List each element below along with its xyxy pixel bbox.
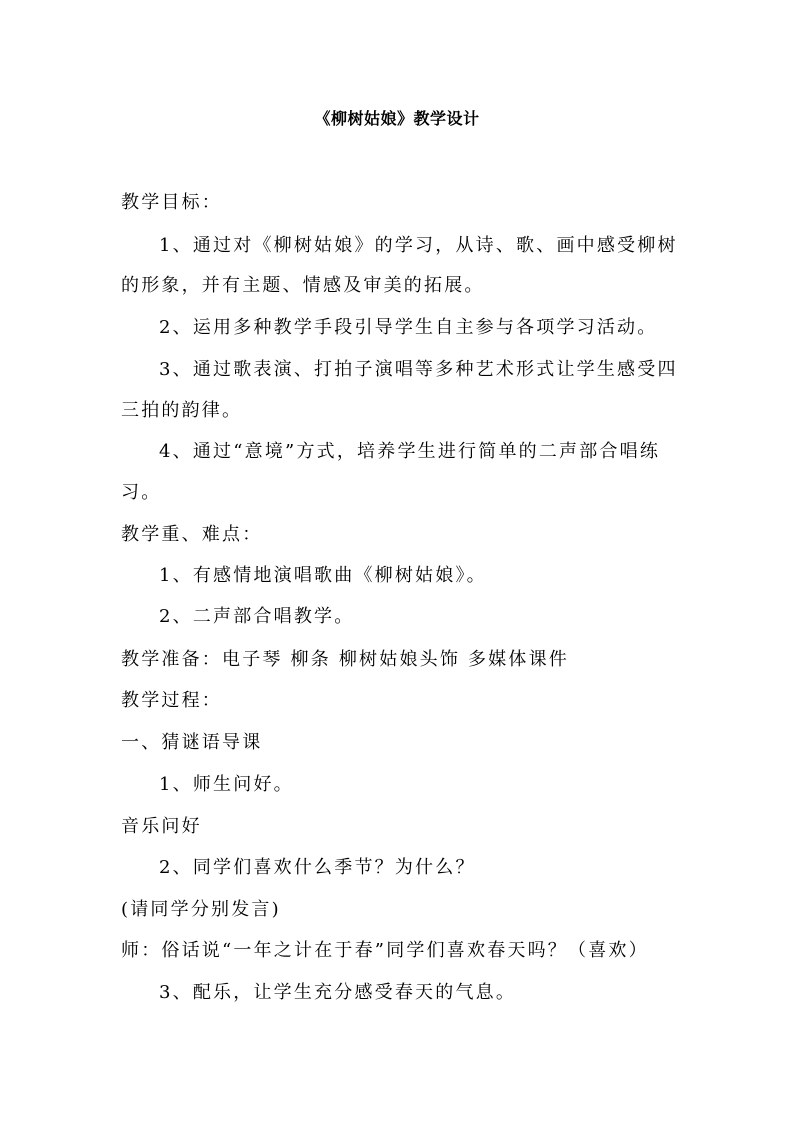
objective-1-line-1: 1、通过对《柳树姑娘》的学习，从诗、歌、画中感受柳树: [159, 235, 678, 256]
key-points-heading: 教学重、难点：: [121, 524, 263, 545]
objective-3-line-2: 三拍的韵律。: [121, 400, 243, 421]
key-point-2: 2、二声部合唱教学。: [159, 606, 355, 627]
objectives-heading: 教学目标：: [121, 192, 222, 213]
objective-1-line-2: 的形象，并有主题、情感及审美的拓展。: [121, 275, 485, 296]
process-line-1: 1、师生问好。: [159, 774, 294, 795]
objective-3-line-1: 3、通过歌表演、打拍子演唱等多种艺术形式让学生感受四: [159, 359, 678, 380]
key-point-1: 1、有感情地演唱歌曲《柳树姑娘》。: [159, 565, 487, 586]
process-line-3: 2、同学们喜欢什么季节？为什么？: [159, 857, 476, 878]
objective-2: 2、运用多种教学手段引导学生自主参与各项学习活动。: [159, 317, 658, 338]
process-line-5: 师：俗话说“一年之计在于春”同学们喜欢春天吗？（喜欢）: [121, 940, 649, 961]
process-line-4: (请同学分别发言): [121, 899, 281, 920]
process-line-2: 音乐问好: [121, 816, 202, 837]
process-heading: 教学过程：: [121, 690, 222, 711]
objective-4-line-1: 4、通过“意境”方式，培养学生进行简单的二声部合唱练: [159, 441, 661, 462]
process-line-6: 3、配乐，让学生充分感受春天的气息。: [159, 982, 517, 1003]
objective-4-line-2: 习。: [121, 482, 162, 503]
preparation-line: 教学准备：电子琴 柳条 柳树姑娘头饰 多媒体课件: [121, 649, 569, 670]
section-one-heading: 一、猜谜语导课: [121, 732, 263, 753]
document-title: 《柳树姑娘》教学设计: [314, 109, 480, 128]
